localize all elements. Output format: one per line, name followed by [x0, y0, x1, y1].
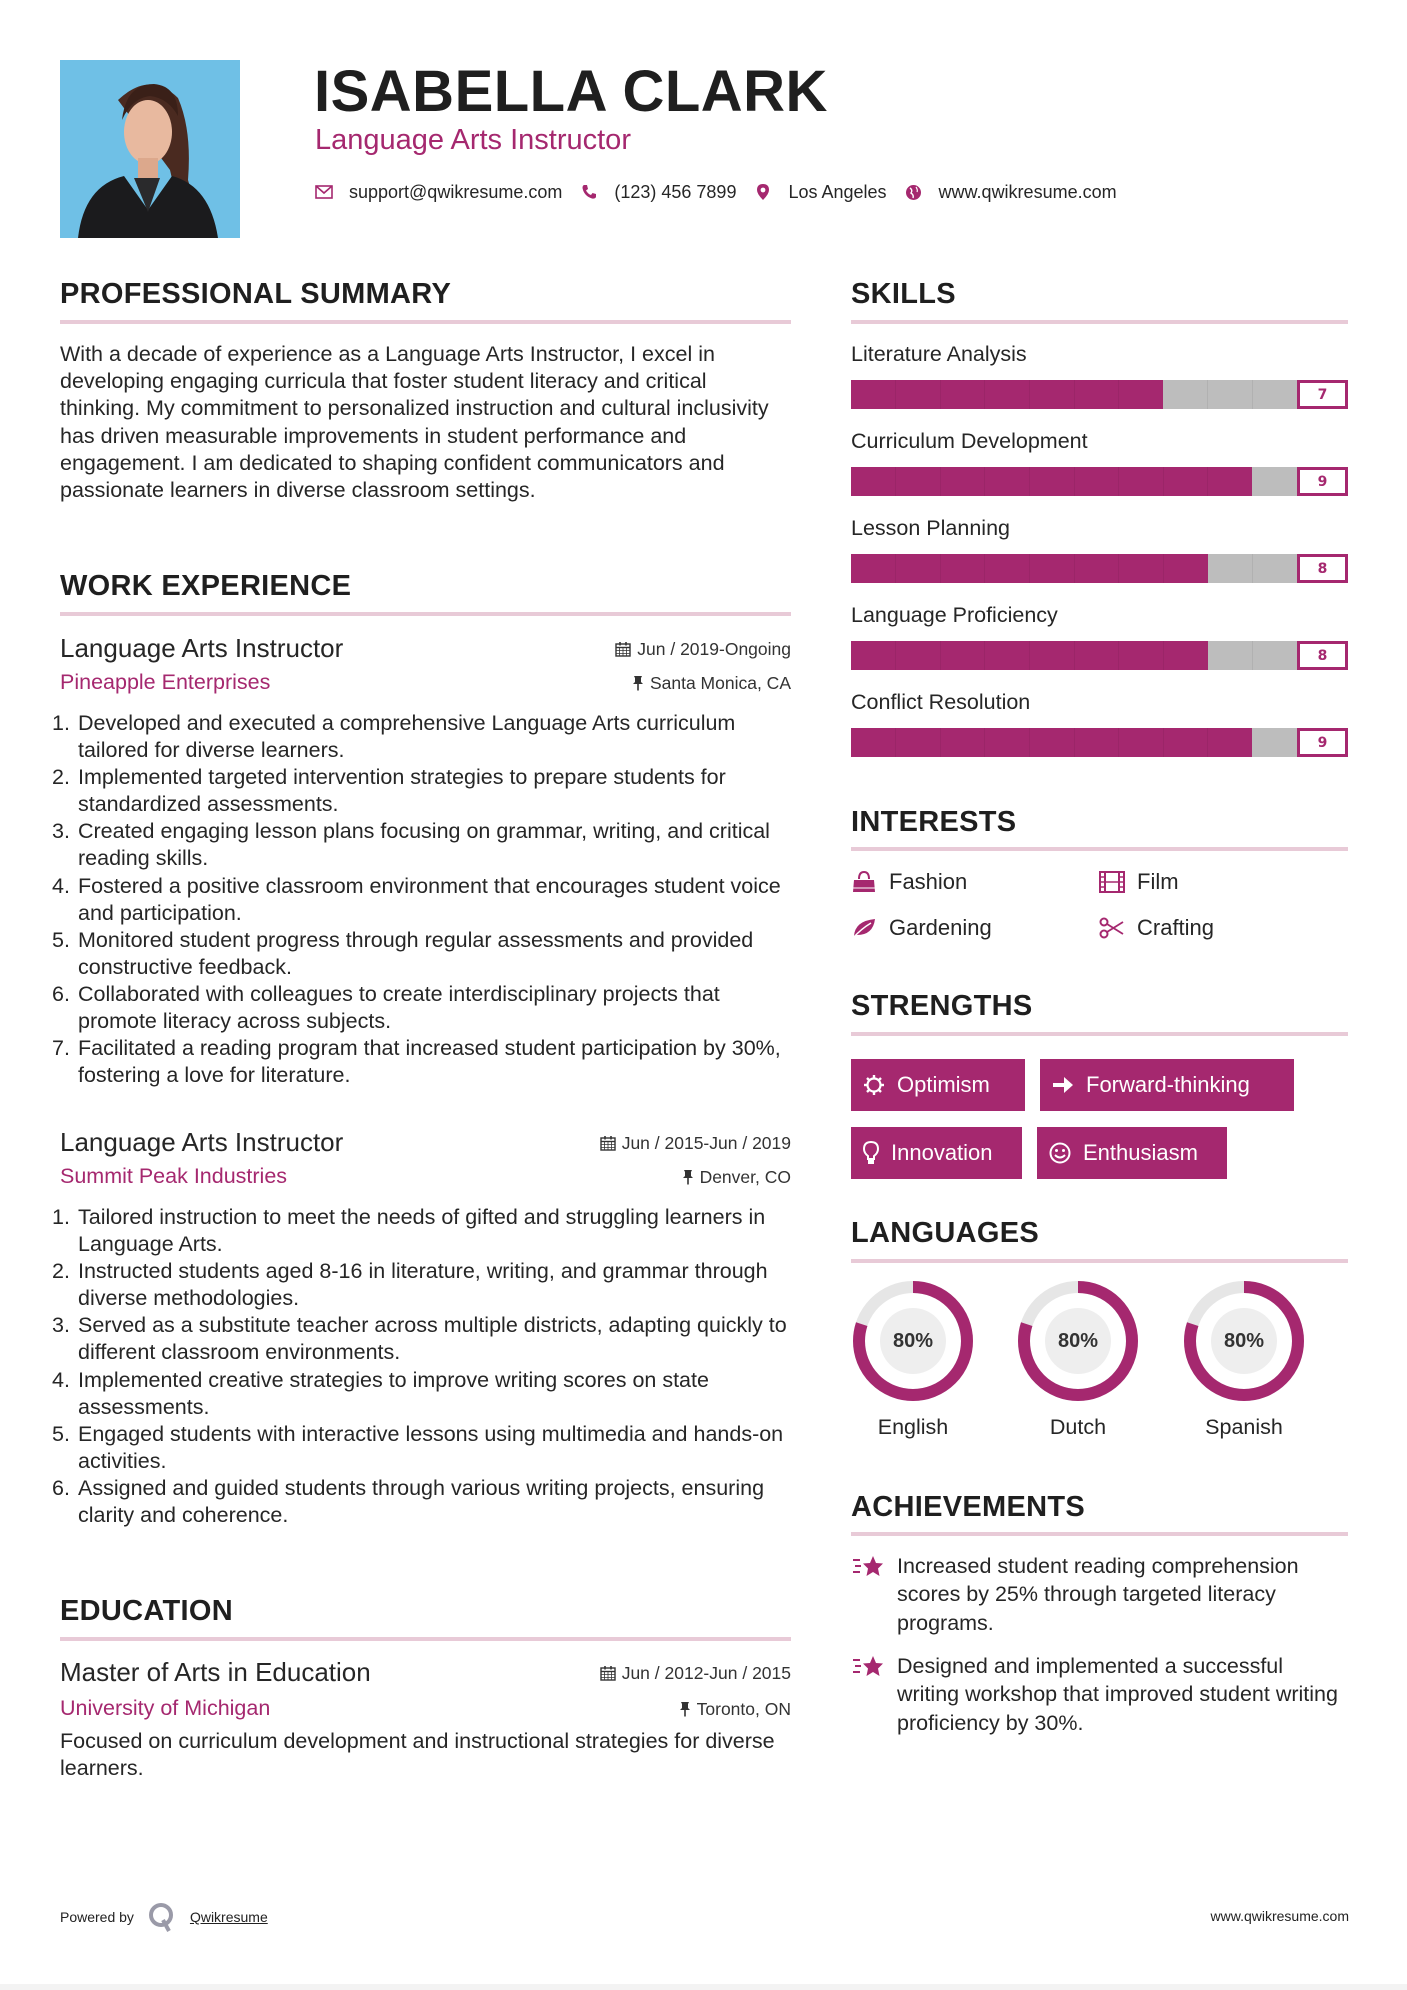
- pushpin-icon: [682, 1169, 694, 1185]
- skill-item: [851, 514, 1348, 601]
- section-divider: [851, 847, 1348, 851]
- education-heading: EDUCATION: [60, 1595, 233, 1627]
- job-entry: [52, 632, 791, 1089]
- skills-heading: SKILLS: [851, 278, 956, 310]
- language-dutch: [1008, 1279, 1148, 1441]
- interest-film: Film: [1099, 867, 1179, 897]
- skill-bar: [851, 641, 1348, 670]
- language-ring: [1016, 1279, 1140, 1403]
- interests-heading: INTERESTS: [851, 806, 1017, 838]
- achievement-item: Increased student reading comprehension scores by 25% through targeted literacy programs.: [851, 1552, 1348, 1637]
- leaf-icon: [851, 916, 877, 940]
- job-bullets: [52, 710, 791, 1089]
- company-name: Pineapple Enterprises: [60, 670, 271, 694]
- bullet-item: 1. Developed and executed a comprehensive Language Arts curriculum tailored for diverse learners.: [52, 711, 736, 763]
- skill-bar: [851, 728, 1348, 757]
- education-description: Focused on curriculum development and instructional strategies for diverse learners.: [60, 1729, 775, 1781]
- film-icon: [1099, 870, 1125, 894]
- map-pin-icon: [754, 183, 772, 201]
- strength-tag-enthusiasm: Enthusiasm: [1037, 1127, 1227, 1179]
- strength-tag-optimism: Optimism: [851, 1059, 1025, 1111]
- language-percent: 80%: [1223, 1329, 1265, 1352]
- pushpin-icon: [679, 1701, 691, 1717]
- strength-tag-innovation: Innovation: [851, 1127, 1022, 1179]
- skill-item: [851, 601, 1348, 688]
- contact-phone[interactable]: (123) 456 7899: [614, 181, 737, 202]
- section-divider: [851, 320, 1348, 324]
- language-label: Dutch: [1049, 1415, 1107, 1439]
- language-ring: [1182, 1279, 1306, 1403]
- powered-by: [60, 1902, 268, 1932]
- section-divider: [851, 1259, 1348, 1263]
- star-achievement-icon: [851, 1652, 885, 1682]
- phone-icon: [580, 183, 598, 201]
- contact-row: [315, 178, 1135, 206]
- contact-website[interactable]: www.qwikresume.com: [938, 181, 1117, 202]
- education-entry: [60, 1656, 791, 1782]
- section-divider: [851, 1032, 1348, 1036]
- bullet-item: 2. Implemented targeted intervention strategies to prepare students for standardized assessments.: [52, 765, 726, 817]
- powered-by-label: Powered by: [60, 1909, 134, 1925]
- arrow-right-icon: [1052, 1075, 1074, 1095]
- language-percent: 80%: [892, 1329, 934, 1352]
- strengths-heading: STRENGTHS: [851, 990, 1033, 1022]
- section-divider: [60, 320, 791, 324]
- lightbulb-icon: [863, 1141, 879, 1165]
- calendar-icon: [600, 1665, 616, 1681]
- skill-score: 9: [1297, 467, 1348, 496]
- envelope-icon: [315, 183, 333, 201]
- candidate-name: ISABELLA CLARK: [314, 59, 828, 124]
- job-entry: [52, 1126, 791, 1529]
- skill-label: Lesson Planning: [851, 516, 1010, 540]
- candidate-title: Language Arts Instructor: [315, 124, 631, 156]
- language-english: [843, 1279, 983, 1441]
- job-location: Denver, CO: [682, 1166, 791, 1188]
- interest-crafting: Crafting: [1099, 913, 1214, 943]
- bullet-item: 3. Created engaging lesson plans focusing on grammar, writing, and critical reading skills.: [52, 819, 770, 871]
- bullet-item: 1. Tailored instruction to meet the needs of gifted and struggling learners in Language Arts.: [52, 1205, 766, 1257]
- job-bullets: [52, 1204, 791, 1529]
- skill-label: Conflict Resolution: [851, 690, 1031, 714]
- languages-heading: LANGUAGES: [851, 1217, 1039, 1249]
- company-name: Summit Peak Industries: [60, 1164, 288, 1188]
- pushpin-icon: [632, 675, 644, 691]
- calendar-icon: [600, 1135, 616, 1151]
- skill-bar: [851, 554, 1348, 583]
- skill-bar: [851, 467, 1348, 496]
- achievements-heading: ACHIEVEMENTS: [851, 1491, 1086, 1523]
- interest-gardening: Gardening: [851, 913, 992, 943]
- sun-icon: [863, 1074, 885, 1096]
- skill-bar: [851, 380, 1348, 409]
- experience-heading: WORK EXPERIENCE: [60, 570, 352, 602]
- bullet-item: 4. Implemented creative strategies to improve writing scores on state assessments.: [52, 1367, 709, 1419]
- profile-photo: [60, 60, 240, 238]
- globe-icon: [905, 183, 923, 201]
- bullet-item: 5. Engaged students with interactive lessons using multimedia and hands-on activities.: [52, 1421, 784, 1473]
- language-spanish: [1174, 1279, 1314, 1441]
- skill-label: Language Proficiency: [851, 603, 1058, 627]
- language-ring: [851, 1279, 975, 1403]
- bullet-item: 6. Collaborated with colleagues to create interdisciplinary projects that promote literacy across subjects.: [52, 981, 720, 1034]
- job-location: Santa Monica, CA: [632, 672, 791, 694]
- shopping-bag-icon: [851, 870, 877, 894]
- smile-icon: [1049, 1142, 1071, 1164]
- summary-heading: PROFESSIONAL SUMMARY: [60, 278, 452, 310]
- skill-item: [851, 427, 1348, 514]
- language-label: Spanish: [1205, 1415, 1283, 1439]
- skill-item: [851, 688, 1348, 775]
- section-divider: [851, 1532, 1348, 1536]
- scissors-icon: [1099, 916, 1125, 940]
- qwikresume-logo-icon: [148, 1902, 176, 1932]
- summary-text: With a decade of experience as a Language Arts Instructor, I excel in developing engaging curricula that foster student literacy and critical thinking. My commitment to personalized instruction and cultural inclusivity has driven measurable improvements in student performance and engagement. I am dedicated to shaping confident communicators and passionate learners in diverse classroom settings.: [60, 342, 769, 503]
- contact-email[interactable]: support@qwikresume.com: [349, 181, 563, 202]
- education-location: Toronto, ON: [679, 1698, 791, 1720]
- section-divider: [60, 1637, 791, 1641]
- bullet-item: 5. Monitored student progress through regular assessments and provided constructive feedback.: [52, 927, 754, 979]
- qwikresume-link[interactable]: Qwikresume: [189, 1909, 268, 1925]
- achievement-item: Designed and implemented a successful writing workshop that improved student writing proficiency by 30%.: [851, 1652, 1348, 1737]
- skill-label: Literature Analysis: [851, 342, 1027, 366]
- interest-fashion: Fashion: [851, 867, 967, 897]
- skill-score: 7: [1297, 380, 1348, 409]
- bullet-item: 4. Fostered a positive classroom environment that encourages student voice and participation.: [52, 873, 781, 925]
- page-bottom-edge: [0, 1984, 1407, 1990]
- job-dates: Jun / 2015-Jun / 2019: [600, 1132, 791, 1154]
- job-title: Language Arts Instructor: [60, 1127, 344, 1157]
- skills-list: [851, 340, 1348, 775]
- school-name: University of Michigan: [60, 1696, 271, 1720]
- language-percent: 80%: [1057, 1329, 1099, 1352]
- strength-tag-forward-thinking: Forward-thinking: [1040, 1059, 1294, 1111]
- bullet-item: 3. Served as a substitute teacher across multiple districts, adapting quickly to different classroom environments.: [52, 1313, 787, 1365]
- education-dates: Jun / 2012-Jun / 2015: [600, 1662, 791, 1684]
- footer-website[interactable]: www.qwikresume.com: [1210, 1908, 1349, 1924]
- skill-score: 8: [1297, 554, 1348, 583]
- bullet-item: 6. Assigned and guided students through various writing projects, ensuring clarity and coherence.: [52, 1475, 765, 1528]
- skill-score: 8: [1297, 641, 1348, 670]
- language-label: English: [877, 1415, 949, 1439]
- job-dates: Jun / 2019-Ongoing: [615, 638, 791, 660]
- star-achievement-icon: [851, 1552, 885, 1582]
- contact-location: Los Angeles: [788, 181, 887, 202]
- calendar-icon: [615, 641, 631, 657]
- job-title: Language Arts Instructor: [60, 633, 344, 663]
- skill-item: [851, 340, 1348, 427]
- bullet-item: 2. Instructed students aged 8-16 in literature, writing, and grammar through diverse methodologies.: [52, 1259, 768, 1311]
- degree-title: Master of Arts in Education: [60, 1657, 371, 1687]
- skill-score: 9: [1297, 728, 1348, 757]
- skill-label: Curriculum Development: [851, 429, 1088, 453]
- bullet-item: 7. Facilitated a reading program that increased student participation by 30%, fostering a love for literature.: [52, 1036, 781, 1088]
- section-divider: [60, 612, 791, 616]
